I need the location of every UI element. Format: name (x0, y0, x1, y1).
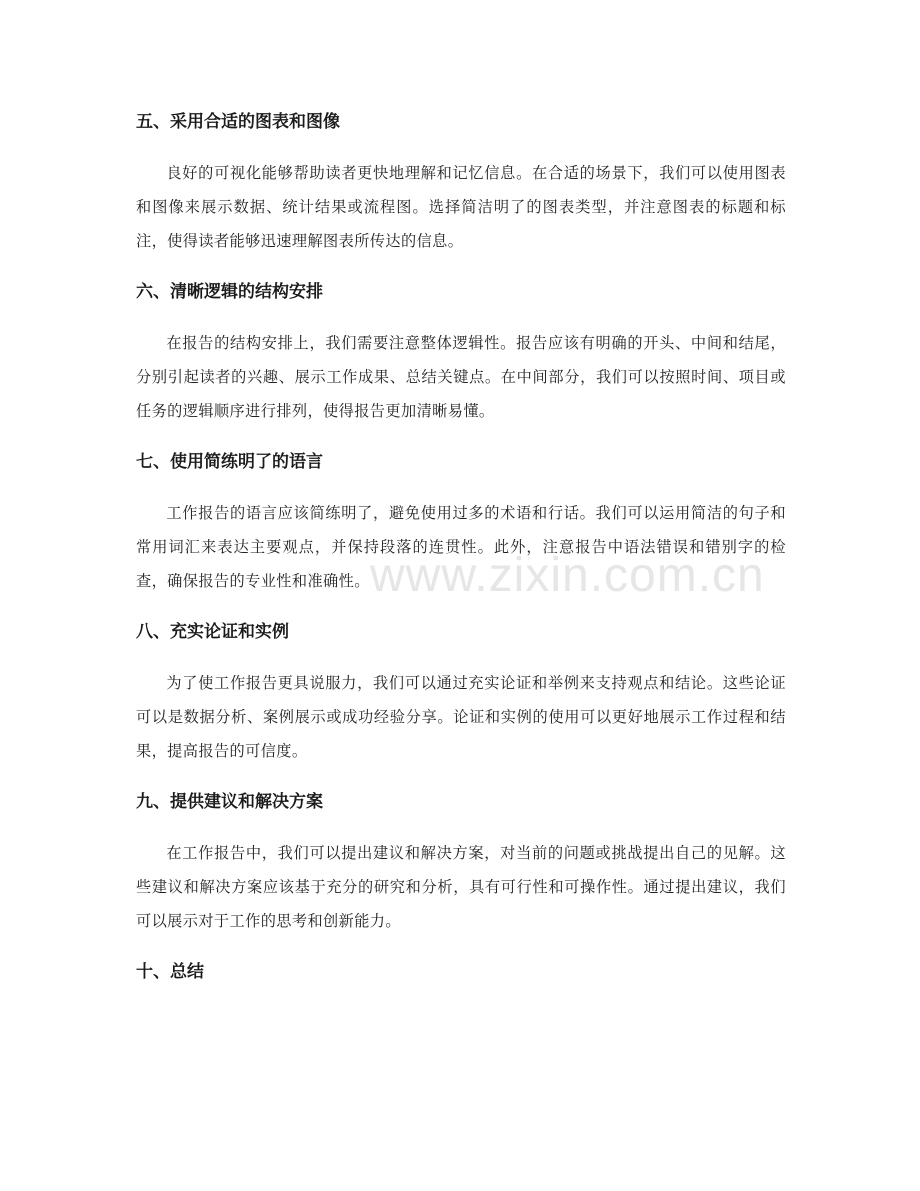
section-paragraph: 良好的可视化能够帮助读者更快地理解和记忆信息。在合适的场景下，我们可以使用图表和图像来展示数据、统计结果或流程图。选择简洁明了的图表类型，并注意图表的标题和标注，使得读者能够迅速理解图表所传达的信息。 (136, 164, 786, 250)
section-heading: 七、使用简练明了的语言 (136, 452, 323, 472)
section-10 (136, 955, 786, 989)
section-paragraph: 在报告的结构安排上，我们需要注意整体逻辑性。报告应该有明确的开头、中间和结尾，分别引起读者的兴趣、展示工作成果、总结关键点。在中间部分，我们可以按照时间、项目或任务的逻辑顺序进行排列，使得报告更加清晰易懂。 (136, 334, 786, 420)
section-heading: 八、充实论证和实例 (136, 622, 289, 642)
section-heading: 九、提供建议和解决方案 (136, 792, 323, 812)
section-paragraph: 为了使工作报告更具说服力，我们可以通过充实论证和举例来支持观点和结论。这些论证可以是数据分析、案例展示或成功经验分享。论证和实例的使用可以更好地展示工作过程和结果，提高报告的可信度。 (136, 674, 786, 760)
section-paragraph: 工作报告的语言应该简练明了，避免使用过多的术语和行话。我们可以运用简洁的句子和常用词汇来表达主要观点，并保持段落的连贯性。此外，注意报告中语法错误和错别字的检查，确保报告的专业性和准确性。 (136, 504, 786, 590)
section-8 (136, 615, 786, 768)
section-heading: 五、采用合适的图表和图像 (136, 112, 340, 132)
section-heading: 十、总结 (136, 962, 204, 982)
section-paragraph: 在工作报告中，我们可以提出建议和解决方案，对当前的问题或挑战提出自己的见解。这些建议和解决方案应该基于充分的研究和分析，具有可行性和可操作性。通过提出建议，我们可以展示对于工作的思考和创新能力。 (136, 844, 786, 930)
section-7 (136, 445, 786, 598)
section-6 (136, 275, 786, 428)
watermark: www.zixin.com.cn (370, 549, 765, 602)
section-9 (136, 785, 786, 938)
section-heading: 六、清晰逻辑的结构安排 (136, 282, 323, 302)
document-content (136, 105, 786, 1006)
section-5 (136, 105, 786, 258)
